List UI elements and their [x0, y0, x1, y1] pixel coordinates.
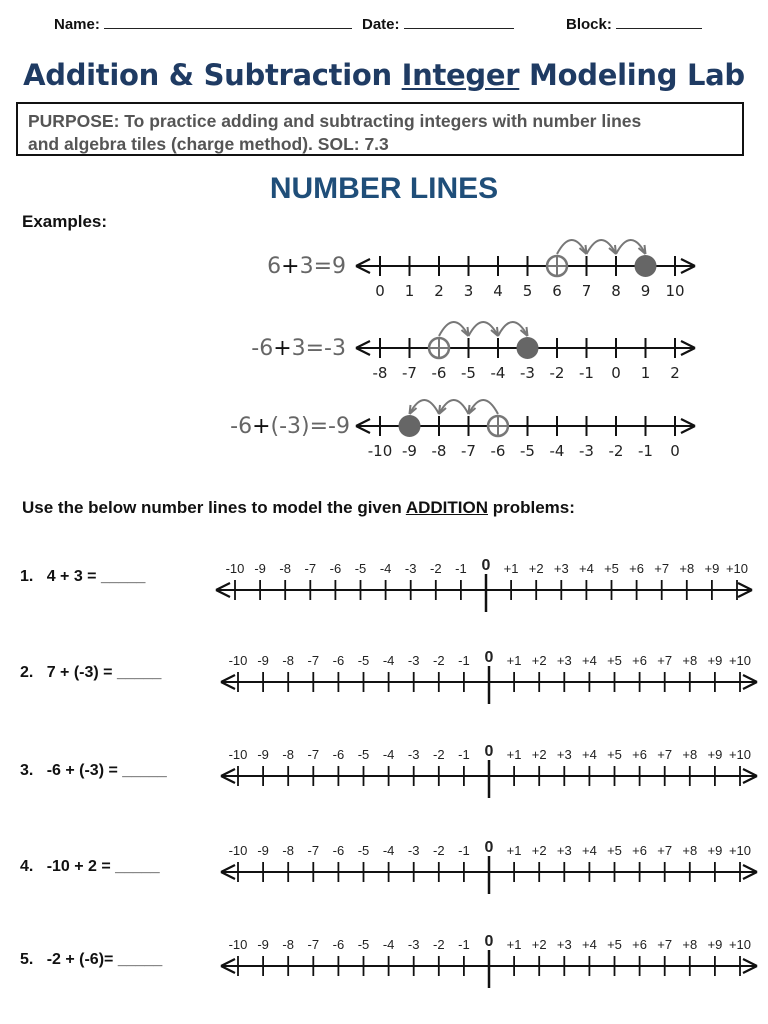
tick-label: +8: [682, 747, 698, 762]
tick-label: +4: [581, 653, 597, 668]
instruction-text: [22, 498, 575, 518]
tick-label: -4: [549, 442, 565, 460]
tick-label: -6: [431, 364, 447, 382]
tick-label: 1: [404, 282, 415, 300]
equation-a: 6: [267, 254, 282, 279]
problem-number: 3.: [20, 762, 34, 779]
title-part-2: Integer: [401, 58, 520, 92]
tick-label: -3: [404, 561, 417, 576]
name-blank[interactable]: [104, 14, 352, 29]
tick-label: +5: [607, 653, 622, 668]
tick-label: -9: [257, 747, 269, 762]
tick-label: -3: [407, 937, 420, 952]
tick-label: -8: [282, 747, 294, 762]
practice-number-line[interactable]: [212, 548, 760, 624]
hop-arc: [410, 400, 440, 414]
tick-label: -3: [407, 747, 420, 762]
tick-label: -5: [357, 937, 370, 952]
tick-label: -4: [379, 561, 392, 576]
tick-label: +1: [503, 561, 519, 576]
tick-label: -8: [282, 937, 294, 952]
tick-label: +6: [632, 843, 648, 858]
tick-label: 1: [640, 364, 651, 382]
tick-label: +8: [682, 937, 698, 952]
tick-label: -7: [307, 747, 320, 762]
equation-a: -6: [230, 414, 253, 439]
tick-label: 0: [481, 557, 491, 574]
end-point-marker: [517, 337, 539, 359]
tick-label: +8: [682, 843, 698, 858]
equation-op: +: [281, 254, 300, 279]
equation-op: +: [252, 414, 271, 439]
tick-label: 0: [375, 282, 385, 300]
tick-label: +4: [578, 561, 594, 576]
tick-label: +1: [506, 843, 522, 858]
spacer: [33, 762, 46, 779]
tick-label: +10: [728, 747, 752, 762]
tick-label: -2: [433, 653, 445, 668]
block-field[interactable]: [566, 14, 702, 33]
problem-expression: 7 + (-3) = _____: [46, 664, 162, 681]
tick-label: -1: [458, 937, 470, 952]
tick-label: -8: [282, 843, 294, 858]
tick-label: 2: [434, 282, 444, 300]
tick-label: +3: [556, 653, 572, 668]
tick-label: 6: [552, 282, 562, 300]
tick-label: -5: [461, 364, 476, 382]
problem-expression: -10 + 2 = _____: [46, 858, 160, 875]
tick-label: +3: [556, 937, 572, 952]
title-part-3: Modeling Lab: [519, 58, 745, 92]
hop-arc: [469, 400, 499, 414]
instruction-after: problems:: [488, 498, 575, 517]
tick-label: +8: [682, 653, 698, 668]
spacer: [33, 568, 46, 585]
tick-label: -9: [257, 937, 269, 952]
date-label: Date:: [362, 16, 400, 33]
tick-label: +2: [531, 843, 547, 858]
tick-label: -2: [433, 843, 445, 858]
tick-label: -5: [520, 442, 535, 460]
problem-expression: 4 + 3 = _____: [46, 568, 146, 585]
tick-label: +5: [607, 747, 622, 762]
tick-label: -8: [282, 653, 294, 668]
purpose-line-2: and algebra tiles (charge method). SOL: 7.3: [28, 134, 389, 154]
hop-arc: [557, 240, 587, 254]
tick-label: -8: [372, 364, 388, 382]
tick-label: -9: [257, 653, 269, 668]
example-equation: [200, 414, 350, 439]
tick-label: -1: [458, 843, 470, 858]
tick-label: -4: [382, 843, 395, 858]
hop-arc: [616, 240, 646, 254]
practice-number-line[interactable]: [217, 830, 765, 906]
tick-label: -9: [257, 843, 269, 858]
practice-number-line[interactable]: [217, 924, 765, 1000]
practice-number-line[interactable]: [217, 734, 765, 810]
problem-4[interactable]: [20, 858, 160, 876]
tick-label: +9: [707, 653, 723, 668]
spacer: [33, 664, 46, 681]
tick-label: -2: [608, 442, 624, 460]
problem-5[interactable]: [20, 951, 162, 969]
end-point-marker: [635, 255, 657, 277]
tick-label: +9: [707, 937, 723, 952]
purpose-line-1: PURPOSE: To practice adding and subtracting integers with number lines: [28, 111, 642, 131]
tick-label: -5: [357, 747, 370, 762]
equation-b: 3: [299, 254, 314, 279]
problem-expression: -2 + (-6)= _____: [46, 951, 163, 968]
tick-label: 9: [640, 282, 651, 300]
tick-label: -7: [402, 364, 417, 382]
tick-label: 3: [463, 282, 474, 300]
tick-label: +5: [607, 843, 622, 858]
tick-label: +10: [725, 561, 749, 576]
tick-label: +1: [506, 747, 522, 762]
tick-label: -9: [402, 442, 417, 460]
tick-label: +2: [531, 937, 547, 952]
tick-label: -3: [407, 653, 420, 668]
tick-label: -4: [382, 747, 395, 762]
tick-label: -5: [357, 843, 370, 858]
tick-label: -2: [430, 561, 442, 576]
example-number-line: [350, 396, 710, 472]
equation-a: -6: [251, 336, 274, 361]
tick-label: 0: [670, 442, 680, 460]
tick-label: -4: [382, 653, 395, 668]
tick-label: +1: [506, 937, 522, 952]
tick-label: +7: [657, 937, 673, 952]
tick-label: -10: [228, 747, 248, 762]
tick-label: -5: [354, 561, 367, 576]
tick-label: +5: [604, 561, 619, 576]
tick-label: -7: [461, 442, 476, 460]
tick-label: -4: [490, 364, 506, 382]
example-number-line: [350, 236, 710, 312]
tick-label: +6: [632, 653, 648, 668]
tick-label: -6: [332, 937, 345, 952]
tick-label: +10: [728, 653, 752, 668]
hop-arc: [587, 240, 617, 254]
problem-number: 4.: [20, 858, 34, 875]
tick-label: -10: [228, 843, 248, 858]
instruction-underlined: ADDITION: [405, 498, 488, 517]
tick-label: -1: [455, 561, 467, 576]
name-label: Name:: [54, 16, 100, 33]
tick-label: -6: [332, 653, 345, 668]
practice-number-line[interactable]: [217, 640, 765, 716]
tick-label: +2: [531, 653, 547, 668]
tick-label: 10: [665, 282, 685, 300]
equation-result: =-9: [309, 414, 350, 439]
block-blank[interactable]: [616, 14, 702, 29]
example-equation: [196, 254, 346, 279]
tick-label: +10: [728, 937, 752, 952]
tick-label: -2: [433, 937, 445, 952]
tick-label: -5: [357, 653, 370, 668]
tick-label: -1: [458, 653, 470, 668]
tick-label: 8: [611, 282, 621, 300]
tick-label: +9: [707, 843, 723, 858]
purpose-box: [16, 102, 744, 156]
tick-label: 0: [484, 649, 494, 666]
equation-result: =9: [313, 254, 346, 279]
section-heading: NUMBER LINES: [269, 172, 499, 205]
tick-label: +5: [607, 937, 622, 952]
tick-label: +6: [632, 937, 648, 952]
tick-label: +7: [657, 747, 673, 762]
block-label: Block:: [566, 16, 612, 33]
tick-label: +4: [581, 843, 597, 858]
tick-label: -9: [254, 561, 266, 576]
tick-label: +4: [581, 937, 597, 952]
tick-label: 4: [493, 282, 503, 300]
hop-arc: [439, 322, 469, 336]
tick-label: -7: [307, 937, 320, 952]
tick-label: -7: [307, 653, 320, 668]
tick-label: -10: [228, 653, 248, 668]
tick-label: +6: [629, 561, 645, 576]
tick-label: -2: [433, 747, 445, 762]
equation-b: (-3): [270, 414, 310, 439]
tick-label: -10: [367, 442, 393, 460]
tick-label: +7: [654, 561, 670, 576]
tick-label: +10: [728, 843, 752, 858]
tick-label: -6: [332, 747, 345, 762]
date-blank[interactable]: [404, 14, 514, 29]
problem-number: 1.: [20, 568, 34, 585]
equation-b: 3: [291, 336, 306, 361]
problem-2[interactable]: [20, 664, 161, 682]
tick-label: +1: [506, 653, 522, 668]
tick-label: +2: [531, 747, 547, 762]
problem-number: 2.: [20, 664, 34, 681]
tick-label: -7: [307, 843, 320, 858]
problem-expression: -6 + (-3) = _____: [46, 762, 167, 779]
tick-label: -8: [431, 442, 447, 460]
title-part-1: Addition & Subtraction: [23, 58, 402, 92]
tick-label: 0: [484, 839, 494, 856]
tick-label: -6: [332, 843, 345, 858]
tick-label: +9: [704, 561, 720, 576]
hop-arc: [498, 322, 528, 336]
tick-label: +9: [707, 747, 723, 762]
tick-label: -1: [638, 442, 653, 460]
hop-arc: [439, 400, 469, 414]
tick-label: 5: [522, 282, 533, 300]
problem-number: 5.: [20, 951, 34, 968]
name-field[interactable]: [54, 14, 352, 33]
tick-label: +7: [657, 843, 673, 858]
tick-label: -3: [407, 843, 420, 858]
spacer: [33, 951, 46, 968]
tick-label: -1: [579, 364, 594, 382]
tick-label: -3: [579, 442, 594, 460]
tick-label: +4: [581, 747, 597, 762]
tick-label: +6: [632, 747, 648, 762]
tick-label: -10: [228, 937, 248, 952]
instruction-before: Use the below number lines to model the given: [22, 498, 406, 517]
tick-label: -7: [304, 561, 317, 576]
tick-label: -8: [279, 561, 291, 576]
tick-label: +3: [556, 747, 572, 762]
tick-label: -6: [329, 561, 342, 576]
equation-op: +: [273, 336, 292, 361]
equation-result: =-3: [305, 336, 346, 361]
hop-arc: [469, 322, 499, 336]
tick-label: -3: [520, 364, 535, 382]
tick-label: -6: [490, 442, 506, 460]
examples-label: Examples:: [22, 212, 108, 231]
tick-label: -10: [225, 561, 245, 576]
tick-label: 2: [670, 364, 680, 382]
tick-label: -1: [458, 747, 470, 762]
tick-label: +7: [657, 653, 673, 668]
spacer: [33, 858, 46, 875]
tick-label: 0: [611, 364, 621, 382]
tick-label: +3: [556, 843, 572, 858]
tick-label: -4: [382, 937, 395, 952]
end-point-marker: [399, 415, 421, 437]
problem-3[interactable]: [20, 762, 167, 780]
tick-label: +2: [528, 561, 544, 576]
tick-label: -2: [549, 364, 565, 382]
example-equation: [196, 336, 346, 361]
problem-1[interactable]: [20, 568, 145, 586]
tick-label: +3: [553, 561, 569, 576]
example-number-line: [350, 318, 710, 394]
tick-label: 7: [581, 282, 592, 300]
page-title: [0, 58, 768, 92]
tick-label: +8: [679, 561, 695, 576]
tick-label: 0: [484, 743, 494, 760]
tick-label: 0: [484, 933, 494, 950]
date-field[interactable]: [362, 14, 514, 33]
